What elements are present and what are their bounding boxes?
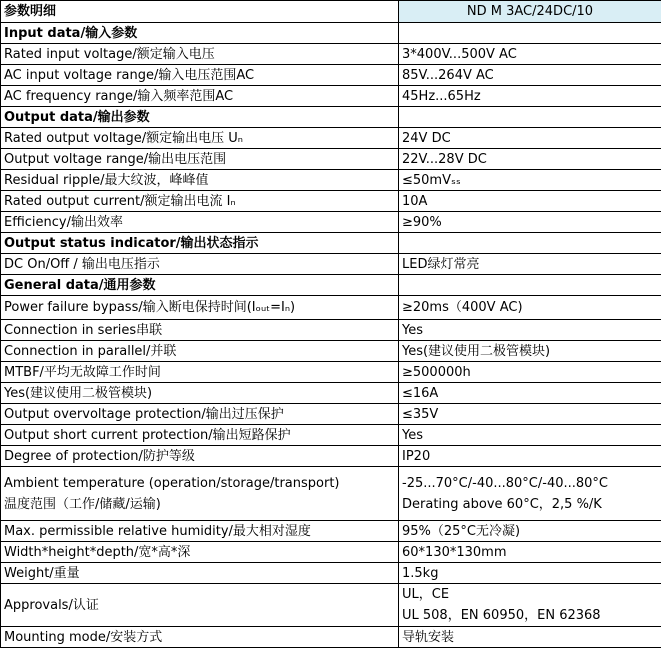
parameter-label: Rated input voltage/额定输入电压 bbox=[1, 44, 399, 65]
parameter-label: DC On/Off / 输出电压指示 bbox=[1, 254, 399, 275]
header-label: 参数明细 bbox=[1, 1, 399, 23]
section-header-row bbox=[1, 23, 661, 44]
parameter-value-line: UL 508，EN 60950，EN 62368 bbox=[402, 608, 601, 623]
table-row bbox=[1, 404, 661, 425]
parameter-value: Yes bbox=[399, 425, 661, 446]
parameter-label: Mounting mode/安装方式 bbox=[1, 627, 399, 648]
section-value-cell bbox=[399, 107, 661, 128]
table-row bbox=[1, 584, 661, 627]
table-row bbox=[1, 542, 661, 563]
parameter-value: 22V...28V DC bbox=[399, 149, 661, 170]
parameter-value-line: UL，CE bbox=[402, 587, 450, 602]
parameter-value: IP20 bbox=[399, 446, 661, 467]
spec-table-body bbox=[1, 1, 661, 648]
table-row bbox=[1, 446, 661, 467]
parameter-label: Power failure bypass/输入断电保持时间(Iₒᵤₜ=Iₙ) bbox=[1, 296, 399, 320]
parameter-value-line: -25...70°C/-40...80°C/-40...80°C bbox=[402, 475, 609, 491]
table-row bbox=[1, 149, 661, 170]
parameter-value: LED绿灯常亮 bbox=[399, 254, 661, 275]
table-row bbox=[1, 296, 661, 320]
table-row bbox=[1, 44, 661, 65]
table-row bbox=[1, 425, 661, 446]
parameter-label: Yes(建议使用二极管模块) bbox=[1, 383, 399, 404]
parameter-label-line: 温度范围（工作/储藏/运输) bbox=[4, 496, 161, 512]
parameter-label: Output short current protection/输出短路保护 bbox=[1, 425, 399, 446]
parameter-label: Weight/重量 bbox=[1, 563, 399, 584]
section-value-cell bbox=[399, 233, 661, 254]
parameter-label: Rated output voltage/额定输出电压 Uₙ bbox=[1, 128, 399, 149]
table-row bbox=[1, 362, 661, 383]
table-row bbox=[1, 191, 661, 212]
parameter-label: Connection in parallel/并联 bbox=[1, 341, 399, 362]
parameter-value bbox=[399, 467, 661, 521]
section-header-row bbox=[1, 107, 661, 128]
table-row bbox=[1, 467, 661, 521]
parameter-value: 1.5kg bbox=[399, 563, 661, 584]
parameter-label: Width*height*depth/宽*高*深 bbox=[1, 542, 399, 563]
parameter-value: 60*130*130mm bbox=[399, 542, 661, 563]
parameter-value: Yes bbox=[399, 320, 661, 341]
parameter-value: ≤35V bbox=[399, 404, 661, 425]
table-row bbox=[1, 86, 661, 107]
parameter-value: 24V DC bbox=[399, 128, 661, 149]
table-row bbox=[1, 341, 661, 362]
table-row bbox=[1, 212, 661, 233]
parameter-value bbox=[399, 584, 661, 627]
parameter-label: Degree of protection/防护等级 bbox=[1, 446, 399, 467]
parameter-label: Output voltage range/输出电压范围 bbox=[1, 149, 399, 170]
parameter-value: ≥90% bbox=[399, 212, 661, 233]
table-row bbox=[1, 627, 661, 648]
section-title: General data/通用参数 bbox=[1, 275, 399, 296]
parameter-label: Rated output current/额定输出电流 Iₙ bbox=[1, 191, 399, 212]
parameter-label: AC frequency range/输入频率范围AC bbox=[1, 86, 399, 107]
section-value-cell bbox=[399, 23, 661, 44]
parameter-label: Residual ripple/最大纹波，峰峰值 bbox=[1, 170, 399, 191]
section-header-row bbox=[1, 233, 661, 254]
parameter-value: 95%（25°C无冷凝) bbox=[399, 521, 661, 542]
table-row bbox=[1, 521, 661, 542]
parameter-value: ≤16A bbox=[399, 383, 661, 404]
section-title: Input data/输入参数 bbox=[1, 23, 399, 44]
parameter-label: Output overvoltage protection/输出过压保护 bbox=[1, 404, 399, 425]
parameter-label: MTBF/平均无故障工作时间 bbox=[1, 362, 399, 383]
parameter-value: ≤50mVₛₛ bbox=[399, 170, 661, 191]
table-row bbox=[1, 563, 661, 584]
table-row bbox=[1, 65, 661, 86]
parameter-value: ≥500000h bbox=[399, 362, 661, 383]
table-row bbox=[1, 170, 661, 191]
parameter-value: ≥20ms（400V AC) bbox=[399, 296, 661, 320]
section-title: Output status indicator/输出状态指示 bbox=[1, 233, 399, 254]
parameter-label-line: Approvals/认证 bbox=[4, 597, 99, 613]
header-model: ND M 3AC/24DC/10 bbox=[399, 1, 661, 23]
parameter-label: Efficiency/输出效率 bbox=[1, 212, 399, 233]
section-title: Output data/输出参数 bbox=[1, 107, 399, 128]
table-header-row bbox=[1, 1, 661, 23]
section-value-cell bbox=[399, 275, 661, 296]
table-row bbox=[1, 320, 661, 341]
parameter-value: 10A bbox=[399, 191, 661, 212]
parameter-value: 45Hz...65Hz bbox=[399, 86, 661, 107]
parameter-value: 85V...264V AC bbox=[399, 65, 661, 86]
parameter-label bbox=[1, 467, 399, 521]
parameter-label bbox=[1, 584, 399, 627]
table-row bbox=[1, 128, 661, 149]
parameter-label: Connection in series串联 bbox=[1, 320, 399, 341]
parameter-label: AC input voltage range/输入电压范围AC bbox=[1, 65, 399, 86]
parameter-value: 3*400V...500V AC bbox=[399, 44, 661, 65]
parameter-value: Yes(建议使用二极管模块) bbox=[399, 341, 661, 362]
table-row bbox=[1, 254, 661, 275]
table-row bbox=[1, 383, 661, 404]
parameter-value-line: Derating above 60°C，2,5 %/K bbox=[402, 496, 602, 512]
parameter-label-line: Ambient temperature (operation/storage/transport) bbox=[4, 475, 340, 491]
section-header-row bbox=[1, 275, 661, 296]
parameter-value: 导轨安装 bbox=[399, 627, 661, 648]
parameter-label: Max. permissible relative humidity/最大相对湿度 bbox=[1, 521, 399, 542]
